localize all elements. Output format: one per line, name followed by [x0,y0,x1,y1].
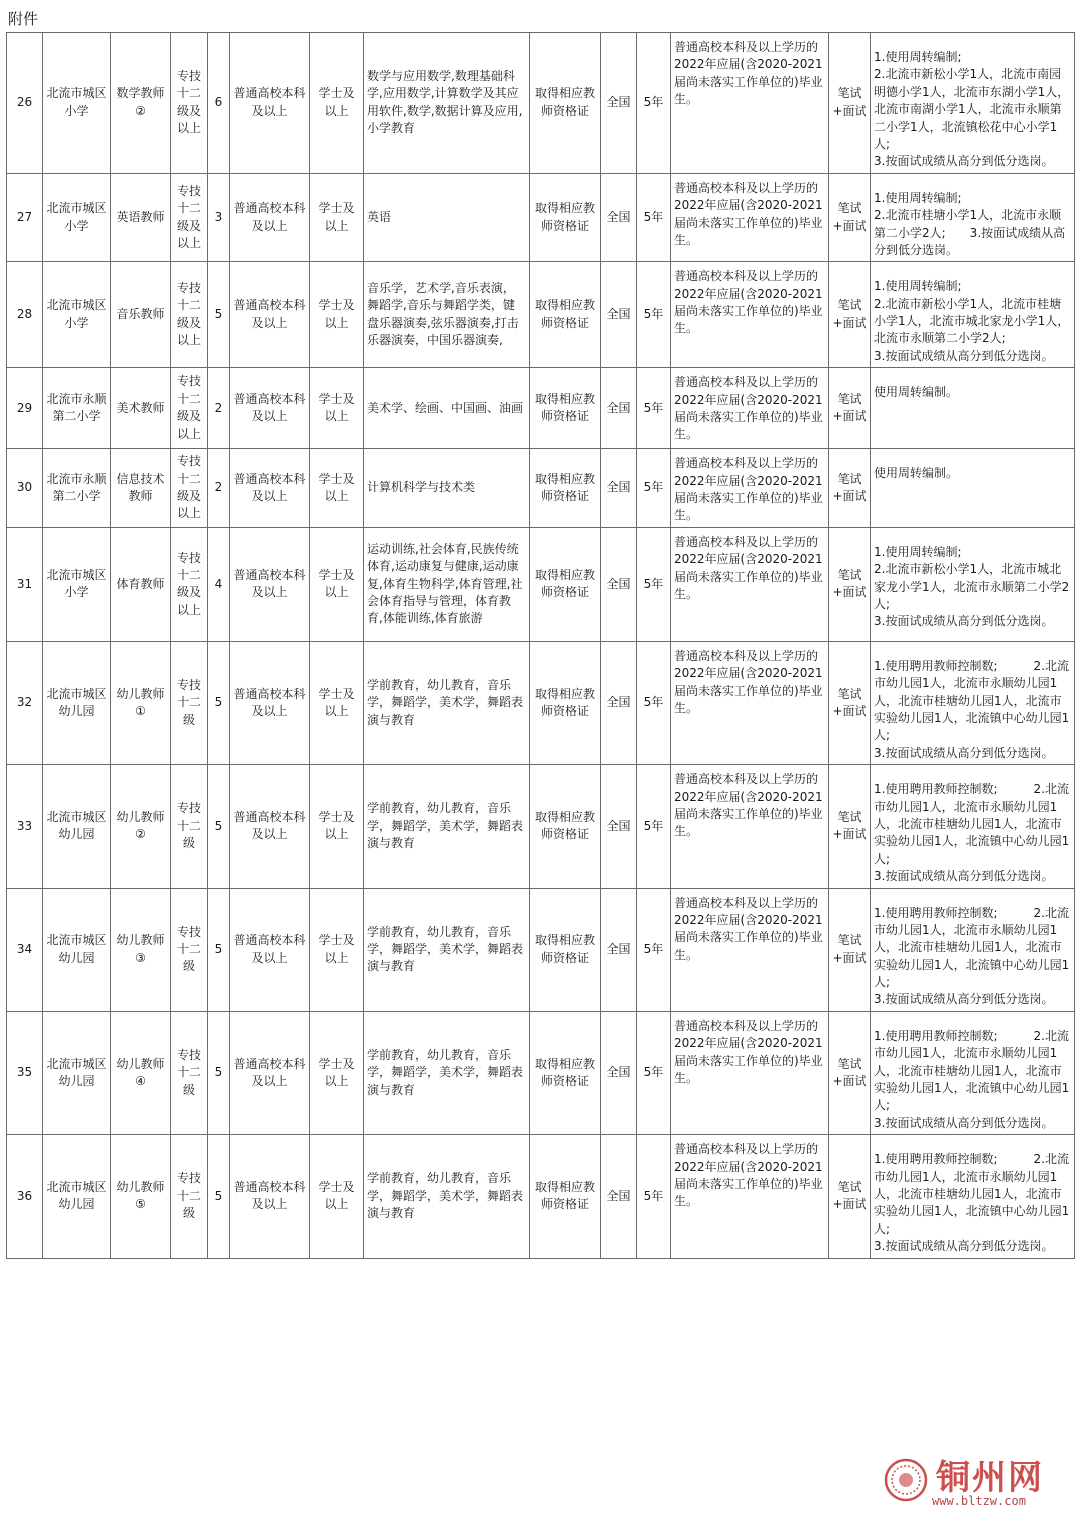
site-watermark [880,1452,1070,1514]
hiring-count-cell: 2 [208,368,230,449]
watermark-url: www.bltzw.com [932,1494,1026,1508]
degree-requirement-cell: 学士及以上 [310,641,364,764]
education-requirement-cell: 普通高校本科及以上 [230,449,310,528]
page-label: 附件 [8,10,39,28]
exam-method-cell: 笔试+面试 [829,1135,871,1258]
table-row [7,449,1075,528]
major-requirement-cell: 学前教育，幼儿教育，音乐学，舞蹈学，美术学，舞蹈表演与教育 [364,1135,530,1258]
recruitment-scope-cell: 全国 [601,262,637,368]
table-row [7,368,1075,449]
row-number-cell: 31 [7,527,43,641]
certificate-requirement-cell: 取得相应教师资格证 [530,765,601,888]
degree-requirement-cell: 学士及以上 [310,888,364,1011]
hiring-count-cell: 3 [208,173,230,262]
row-number-cell: 34 [7,888,43,1011]
hiring-count-cell: 5 [208,641,230,764]
certificate-requirement-cell: 取得相应教师资格证 [530,449,601,528]
remarks-cell: 1.使用聘用教师控制数; 2.北流市幼儿园1人，北流市永顺幼儿园1人，北流市桂塘幼儿园1人，北流市实验幼儿园1人，北流镇中心幼儿园1人; 3.按面试成绩从高分到低分选岗。 [871,641,1075,764]
major-requirement-cell: 学前教育，幼儿教育，音乐学，舞蹈学，美术学，舞蹈表演与教育 [364,765,530,888]
certificate-requirement-cell: 取得相应教师资格证 [530,33,601,174]
hiring-count-cell: 5 [208,1011,230,1134]
row-number-cell: 33 [7,765,43,888]
recruitment-table [6,32,1075,1259]
remarks-cell: 1.使用聘用教师控制数; 2.北流市幼儿园1人，北流市永顺幼儿园1人，北流市桂塘幼儿园1人，北流市实验幼儿园1人，北流镇中心幼儿园1人; 3.按面试成绩从高分到低分选岗。 [871,1011,1075,1134]
recruitment-scope-cell: 全国 [601,368,637,449]
hiring-count-cell: 4 [208,527,230,641]
recruitment-scope-cell: 全国 [601,173,637,262]
major-requirement-cell: 计算机科学与技术类 [364,449,530,528]
target-candidates-cell: 普通高校本科及以上学历的2022年应届(含2020-2021届尚未落实工作单位的)毕业生。 [671,449,829,528]
hiring-unit-cell: 北流市城区幼儿园 [43,765,111,888]
hiring-unit-cell: 北流市城区幼儿园 [43,1011,111,1134]
target-candidates-cell: 普通高校本科及以上学历的2022年应届(含2020-2021届尚未落实工作单位的)毕业生。 [671,262,829,368]
service-years-cell: 5年 [637,641,671,764]
education-requirement-cell: 普通高校本科及以上 [230,888,310,1011]
degree-requirement-cell: 学士及以上 [310,368,364,449]
degree-requirement-cell: 学士及以上 [310,262,364,368]
remarks-cell: 使用周转编制。 [871,368,1075,449]
target-candidates-cell: 普通高校本科及以上学历的2022年应届(含2020-2021届尚未落实工作单位的)毕业生。 [671,765,829,888]
service-years-cell: 5年 [637,173,671,262]
remarks-cell: 1.使用周转编制; 2.北流市新松小学1人，北流市城北家龙小学1人，北流市永顺第二小学2人; 3.按面试成绩从高分到低分选岗。 [871,527,1075,641]
post-name-cell: 体育教师 [111,527,171,641]
hiring-unit-cell: 北流市永顺第二小学 [43,368,111,449]
post-name-cell: 幼儿教师③ [111,888,171,1011]
degree-requirement-cell: 学士及以上 [310,527,364,641]
exam-method-cell: 笔试+面试 [829,368,871,449]
recruitment-scope-cell: 全国 [601,449,637,528]
recruitment-scope-cell: 全国 [601,1135,637,1258]
post-level-cell: 专技十二级及以上 [171,173,208,262]
row-number-cell: 32 [7,641,43,764]
remarks-cell: 1.使用聘用教师控制数; 2.北流市幼儿园1人，北流市永顺幼儿园1人，北流市桂塘幼儿园1人，北流市实验幼儿园1人，北流镇中心幼儿园1人; 3.按面试成绩从高分到低分选岗。 [871,765,1075,888]
recruitment-scope-cell: 全国 [601,765,637,888]
table-row [7,262,1075,368]
education-requirement-cell: 普通高校本科及以上 [230,527,310,641]
certificate-requirement-cell: 取得相应教师资格证 [530,262,601,368]
degree-requirement-cell: 学士及以上 [310,765,364,888]
target-candidates-cell: 普通高校本科及以上学历的2022年应届(含2020-2021届尚未落实工作单位的)毕业生。 [671,1011,829,1134]
education-requirement-cell: 普通高校本科及以上 [230,641,310,764]
row-number-cell: 35 [7,1011,43,1134]
exam-method-cell: 笔试+面试 [829,449,871,528]
major-requirement-cell: 学前教育，幼儿教育，音乐学，舞蹈学，美术学，舞蹈表演与教育 [364,641,530,764]
post-name-cell: 美术教师 [111,368,171,449]
remarks-cell: 使用周转编制。 [871,449,1075,528]
education-requirement-cell: 普通高校本科及以上 [230,1135,310,1258]
post-level-cell: 专技十二级及以上 [171,33,208,174]
certificate-requirement-cell: 取得相应教师资格证 [530,1011,601,1134]
major-requirement-cell: 运动训练,社会体育,民族传统体育,运动康复与健康,运动康复,体育生物科学,体育管理,社会体育指导与管理，体育教育,体能训练,体育旅游 [364,527,530,641]
degree-requirement-cell: 学士及以上 [310,173,364,262]
table-row [7,33,1075,174]
exam-method-cell: 笔试+面试 [829,765,871,888]
post-level-cell: 专技十二级 [171,1135,208,1258]
post-level-cell: 专技十二级 [171,641,208,764]
remarks-cell: 1.使用周转编制; 2.北流市新松小学1人，北流市南园明德小学1人，北流市东湖小学1人，北流市南湖小学1人，北流市永顺第二小学1人，北流镇松花中心小学1人; 3.按面试成绩从高分到低分选岗。 [871,33,1075,174]
post-level-cell: 专技十二级 [171,1011,208,1134]
table-row [7,888,1075,1011]
hiring-unit-cell: 北流市城区小学 [43,173,111,262]
hiring-count-cell: 5 [208,765,230,888]
exam-method-cell: 笔试+面试 [829,888,871,1011]
post-name-cell: 幼儿教师④ [111,1011,171,1134]
table-row [7,1135,1075,1258]
row-number-cell: 29 [7,368,43,449]
hiring-unit-cell: 北流市永顺第二小学 [43,449,111,528]
remarks-cell: 1.使用聘用教师控制数; 2.北流市幼儿园1人，北流市永顺幼儿园1人，北流市桂塘幼儿园1人，北流市实验幼儿园1人，北流镇中心幼儿园1人; 3.按面试成绩从高分到低分选岗。 [871,1135,1075,1258]
certificate-requirement-cell: 取得相应教师资格证 [530,173,601,262]
education-requirement-cell: 普通高校本科及以上 [230,173,310,262]
hiring-unit-cell: 北流市城区幼儿园 [43,1135,111,1258]
post-name-cell: 信息技术教师 [111,449,171,528]
education-requirement-cell: 普通高校本科及以上 [230,765,310,888]
target-candidates-cell: 普通高校本科及以上学历的2022年应届(含2020-2021届尚未落实工作单位的)毕业生。 [671,33,829,174]
hiring-unit-cell: 北流市城区小学 [43,33,111,174]
major-requirement-cell: 学前教育，幼儿教育，音乐学，舞蹈学，美术学，舞蹈表演与教育 [364,1011,530,1134]
post-level-cell: 专技十二级及以上 [171,449,208,528]
seal-logo-icon [884,1458,928,1502]
post-name-cell: 幼儿教师⑤ [111,1135,171,1258]
service-years-cell: 5年 [637,1135,671,1258]
remarks-cell: 1.使用聘用教师控制数; 2.北流市幼儿园1人，北流市永顺幼儿园1人，北流市桂塘幼儿园1人，北流市实验幼儿园1人，北流镇中心幼儿园1人; 3.按面试成绩从高分到低分选岗。 [871,888,1075,1011]
hiring-count-cell: 5 [208,262,230,368]
hiring-unit-cell: 北流市城区小学 [43,527,111,641]
exam-method-cell: 笔试+面试 [829,262,871,368]
service-years-cell: 5年 [637,449,671,528]
education-requirement-cell: 普通高校本科及以上 [230,368,310,449]
target-candidates-cell: 普通高校本科及以上学历的2022年应届(含2020-2021届尚未落实工作单位的)毕业生。 [671,888,829,1011]
exam-method-cell: 笔试+面试 [829,641,871,764]
service-years-cell: 5年 [637,33,671,174]
watermark-site-name: 铜州网 [936,1458,1044,1498]
service-years-cell: 5年 [637,527,671,641]
target-candidates-cell: 普通高校本科及以上学历的2022年应届(含2020-2021届尚未落实工作单位的)毕业生。 [671,527,829,641]
table-row [7,765,1075,888]
remarks-cell: 1.使用周转编制; 2.北流市新松小学1人，北流市桂塘小学1人，北流市城北家龙小学1人，北流市永顺第二小学2人; 3.按面试成绩从高分到低分选岗。 [871,262,1075,368]
post-name-cell: 数学教师② [111,33,171,174]
post-name-cell: 音乐教师 [111,262,171,368]
row-number-cell: 30 [7,449,43,528]
hiring-unit-cell: 北流市城区小学 [43,262,111,368]
certificate-requirement-cell: 取得相应教师资格证 [530,1135,601,1258]
major-requirement-cell: 英语 [364,173,530,262]
post-level-cell: 专技十二级及以上 [171,262,208,368]
target-candidates-cell: 普通高校本科及以上学历的2022年应届(含2020-2021届尚未落实工作单位的)毕业生。 [671,173,829,262]
table-row [7,173,1075,262]
hiring-unit-cell: 北流市城区幼儿园 [43,888,111,1011]
service-years-cell: 5年 [637,765,671,888]
major-requirement-cell: 美术学、绘画、中国画、油画 [364,368,530,449]
row-number-cell: 26 [7,33,43,174]
row-number-cell: 28 [7,262,43,368]
target-candidates-cell: 普通高校本科及以上学历的2022年应届(含2020-2021届尚未落实工作单位的)毕业生。 [671,1135,829,1258]
degree-requirement-cell: 学士及以上 [310,1011,364,1134]
recruitment-scope-cell: 全国 [601,888,637,1011]
degree-requirement-cell: 学士及以上 [310,33,364,174]
certificate-requirement-cell: 取得相应教师资格证 [530,527,601,641]
major-requirement-cell: 音乐学，艺术学,音乐表演，舞蹈学,音乐与舞蹈学类，键盘乐器演奏,弦乐器演奏,打击乐器演奏，中国乐器演奏, [364,262,530,368]
certificate-requirement-cell: 取得相应教师资格证 [530,888,601,1011]
post-level-cell: 专技十二级 [171,888,208,1011]
table-row [7,527,1075,641]
service-years-cell: 5年 [637,368,671,449]
recruitment-scope-cell: 全国 [601,527,637,641]
hiring-count-cell: 5 [208,888,230,1011]
major-requirement-cell: 学前教育，幼儿教育，音乐学，舞蹈学，美术学，舞蹈表演与教育 [364,888,530,1011]
hiring-count-cell: 5 [208,1135,230,1258]
exam-method-cell: 笔试+面试 [829,1011,871,1134]
post-name-cell: 幼儿教师① [111,641,171,764]
remarks-cell: 1.使用周转编制; 2.北流市桂塘小学1人，北流市永顺第二小学2人; 3.按面试成绩从高分到低分选岗。 [871,173,1075,262]
post-name-cell: 英语教师 [111,173,171,262]
post-level-cell: 专技十二级及以上 [171,527,208,641]
degree-requirement-cell: 学士及以上 [310,449,364,528]
table-row [7,1011,1075,1134]
post-name-cell: 幼儿教师② [111,765,171,888]
recruitment-scope-cell: 全国 [601,641,637,764]
certificate-requirement-cell: 取得相应教师资格证 [530,368,601,449]
exam-method-cell: 笔试+面试 [829,173,871,262]
degree-requirement-cell: 学士及以上 [310,1135,364,1258]
target-candidates-cell: 普通高校本科及以上学历的2022年应届(含2020-2021届尚未落实工作单位的)毕业生。 [671,368,829,449]
row-number-cell: 36 [7,1135,43,1258]
post-level-cell: 专技十二级 [171,765,208,888]
service-years-cell: 5年 [637,262,671,368]
hiring-unit-cell: 北流市城区幼儿园 [43,641,111,764]
target-candidates-cell: 普通高校本科及以上学历的2022年应届(含2020-2021届尚未落实工作单位的)毕业生。 [671,641,829,764]
table-row [7,641,1075,764]
education-requirement-cell: 普通高校本科及以上 [230,1011,310,1134]
major-requirement-cell: 数学与应用数学,数理基础科学,应用数学,计算数学及其应用软件,数学,数据计算及应用,小学教育 [364,33,530,174]
row-number-cell: 27 [7,173,43,262]
post-level-cell: 专技十二级及以上 [171,368,208,449]
education-requirement-cell: 普通高校本科及以上 [230,262,310,368]
hiring-count-cell: 6 [208,33,230,174]
hiring-count-cell: 2 [208,449,230,528]
exam-method-cell: 笔试+面试 [829,527,871,641]
certificate-requirement-cell: 取得相应教师资格证 [530,641,601,764]
education-requirement-cell: 普通高校本科及以上 [230,33,310,174]
service-years-cell: 5年 [637,1011,671,1134]
recruitment-scope-cell: 全国 [601,33,637,174]
recruitment-scope-cell: 全国 [601,1011,637,1134]
service-years-cell: 5年 [637,888,671,1011]
exam-method-cell: 笔试+面试 [829,33,871,174]
